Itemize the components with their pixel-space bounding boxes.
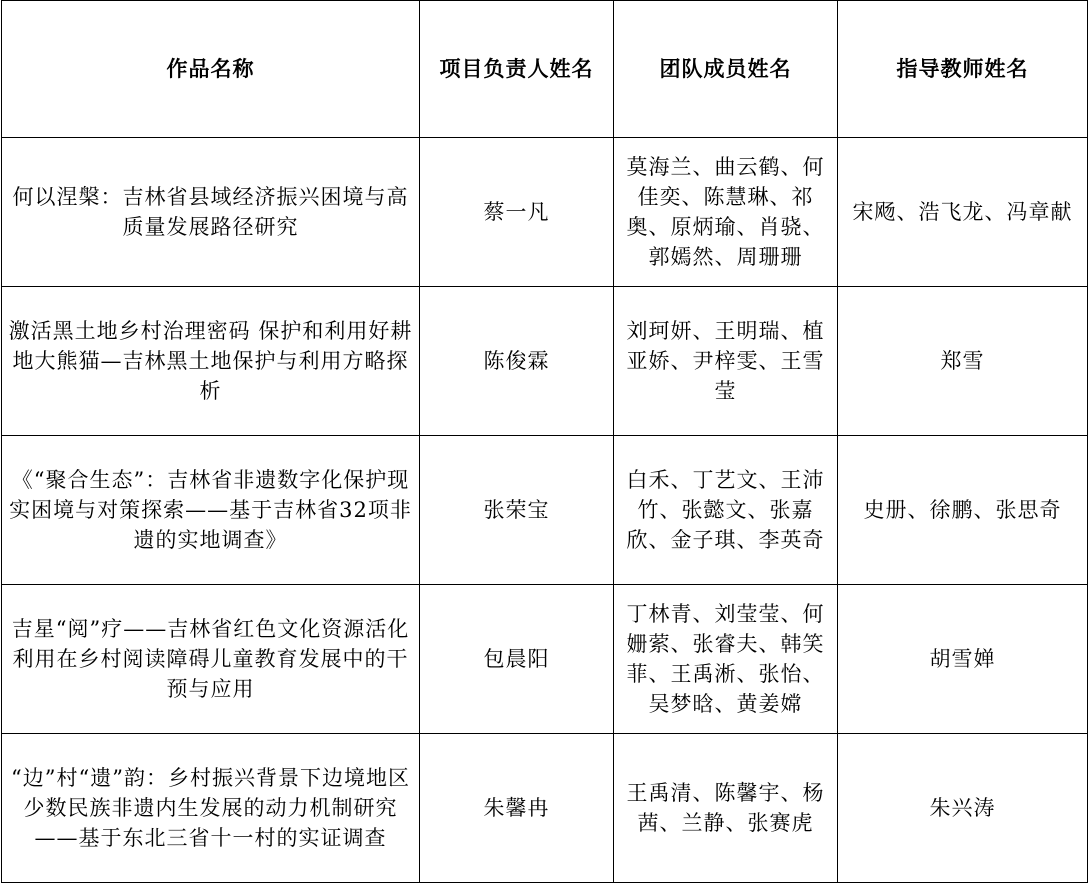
header-row — [2, 1, 1088, 138]
advisors-cell: 朱兴涛 — [838, 734, 1088, 883]
table-row — [2, 138, 1088, 287]
leader-name-cell: 陈俊霖 — [420, 287, 614, 436]
work-name-cell: 吉星“阅”疗——吉林省红色文化资源活化利用在乡村阅读障碍儿童教育发展中的干预与应用 — [2, 585, 420, 734]
leader-name-cell: 张荣宝 — [420, 436, 614, 585]
team-members-cell: 丁林青、刘莹莹、何姗萦、张睿夫、韩笑菲、王禹淅、张怡、吴梦晗、黄姜嫦 — [614, 585, 838, 734]
table-row — [2, 436, 1088, 585]
team-members-cell: 白禾、丁艺文、王沛竹、张懿文、张嘉欣、金子琪、李英奇 — [614, 436, 838, 585]
work-name-cell: 《“聚合生态”：吉林省非遗数字化保护现实困境与对策探索——基于吉林省32项非遗的实地调查》 — [2, 436, 420, 585]
team-members-cell: 莫海兰、曲云鹤、何佳奕、陈慧琳、祁奥、原炳瑜、肖骁、郭嫣然、周珊珊 — [614, 138, 838, 287]
leader-name-cell: 蔡一凡 — [420, 138, 614, 287]
table-row — [2, 287, 1088, 436]
team-members-cell: 刘珂妍、王明瑞、植亚娇、尹梓雯、王雪莹 — [614, 287, 838, 436]
leader-name-cell: 朱馨冉 — [420, 734, 614, 883]
table-row — [2, 585, 1088, 734]
work-name-cell: “边”村“遗”韵：乡村振兴背景下边境地区少数民族非遗内生发展的动力机制研究——基于东北三省十一村的实证调查 — [2, 734, 420, 883]
advisors-cell: 郑雪 — [838, 287, 1088, 436]
header-work-name: 作品名称 — [2, 1, 420, 138]
leader-name-cell: 包晨阳 — [420, 585, 614, 734]
header-leader-name: 项目负责人姓名 — [420, 1, 614, 138]
table-row — [2, 734, 1088, 883]
advisors-cell: 宋飏、浩飞龙、冯章献 — [838, 138, 1088, 287]
advisors-cell: 史册、徐鹏、张思奇 — [838, 436, 1088, 585]
header-team-members: 团队成员姓名 — [614, 1, 838, 138]
work-name-cell: 何以涅槃：吉林省县域经济振兴困境与高质量发展路径研究 — [2, 138, 420, 287]
awards-table — [1, 0, 1088, 883]
advisors-cell: 胡雪婵 — [838, 585, 1088, 734]
header-advisors: 指导教师姓名 — [838, 1, 1088, 138]
work-name-cell: 激活黑土地乡村治理密码 保护和利用好耕地大熊猫—吉林黑土地保护与利用方略探析 — [2, 287, 420, 436]
team-members-cell: 王禹清、陈馨宇、杨茜、兰静、张赛虎 — [614, 734, 838, 883]
